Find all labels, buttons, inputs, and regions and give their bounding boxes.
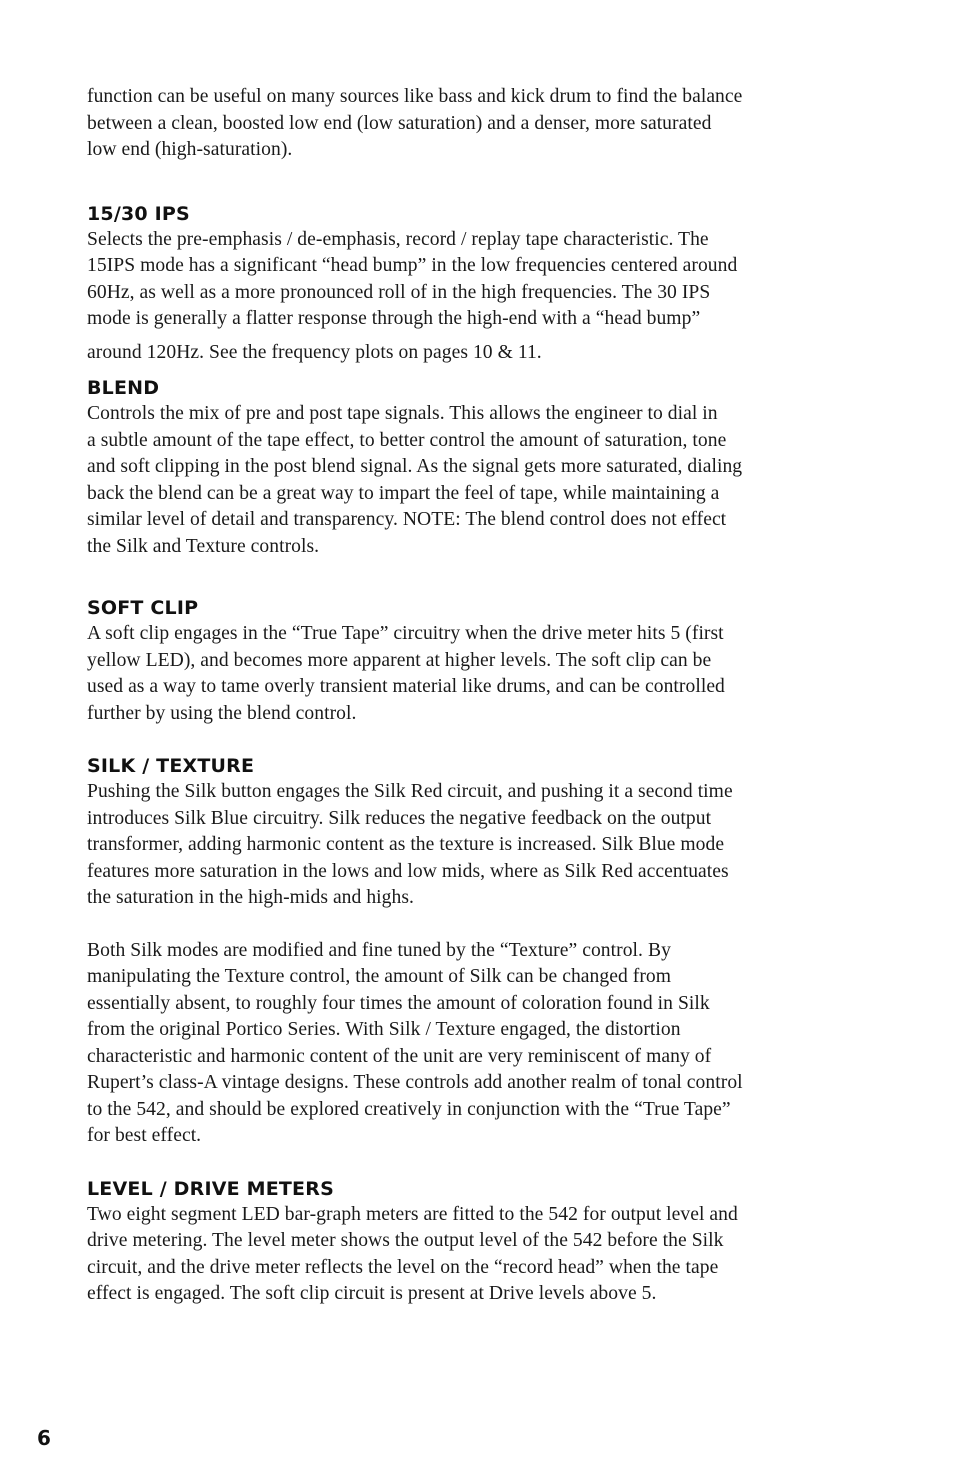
section-heading-soft-clip: SOFT CLIP (87, 597, 199, 619)
spacer (87, 1150, 877, 1176)
section-body-ips-extra: around 120Hz. See the frequency plots on pages 10 & 11. (87, 341, 542, 363)
section-body-silk-texture-2: Both Silk modes are modified and fine tuned by the “Texture” control. By manipulating the Texture control, the amount of Silk can be changed from essentially absent, to roughly four times the amount of coloration found in Silk from the original Portico Series. With Silk / Texture engaged, the distortion characteristic and harmonic content of the unit are very reminiscent of many of Rupert’s class-A vintage designs. These controls add another realm of tonal control to the 542, and should be explored creatively in conjunction with the “True Tape” for best effect. (87, 939, 743, 1146)
page-content (87, 84, 877, 1308)
section-body-soft-clip: A soft clip engages in the “True Tape” circuitry when the drive meter hits 5 (first yellow LED), and becomes more apparent at higher levels. The soft clip can be used as a way to tame overly transient material like drums, and can be controlled further by using the blend control. (87, 623, 725, 724)
page-number: 6 (37, 1426, 51, 1450)
section-heading-blend: BLEND (87, 377, 160, 399)
section-body-meters: Two eight segment LED bar-graph meters are fitted to the 542 for output level and drive metering. The level meter shows the output level of the 542 before the Silk circuit, and the drive meter reflects the level on the “record head” when the tape effect is engaged. The soft clip circuit is present at Drive levels above 5. (87, 1203, 738, 1304)
section-heading-meters: LEVEL / DRIVE METERS (87, 1177, 334, 1200)
section-body-blend: Controls the mix of pre and post tape signals. This allows the engineer to dial in a subtle amount of the tape effect, to better control the amount of saturation, tone and soft clipping in the post blend signal. As the signal gets more saturated, dialing back the blend can be a great way to impart the feel of tape, while maintaining a similar level of detail and transparency. NOTE: The blend control does not effect the Silk and Texture controls. (87, 403, 743, 557)
intro-paragraph: function can be useful on many sources like bass and kick drum to find the balance between a clean, boosted low end (low saturation) and a denser, more saturated low end (high-saturation). (87, 86, 743, 160)
spacer (87, 164, 877, 201)
section-body-silk-texture: Pushing the Silk button engages the Silk Red circuit, and pushing it a second time introduces Silk Blue circuitry. Silk reduces the negative feedback on the output transformer, adding harmonic content as the texture is increased. Silk Blue mode features more saturation in the lows and low mids, where as Silk Red accentuates the saturation in the high-mids and highs. (87, 781, 733, 908)
spacer (87, 727, 877, 753)
spacer (87, 366, 877, 375)
spacer (87, 560, 877, 595)
section-heading-silk-texture: SILK / TEXTURE (87, 755, 255, 777)
section-heading-ips: 15/30 IPS (87, 202, 190, 225)
spacer (87, 912, 877, 938)
section-body-ips: Selects the pre-emphasis / de-emphasis, record / replay tape characteristic. The 15IPS mode has a significant “head bump” in the low frequencies centered around 60Hz, as well as a more pronounced roll of in the high frequencies. The 30 IPS mode is generally a flatter response through the high-end with a “head bump” (87, 228, 738, 329)
